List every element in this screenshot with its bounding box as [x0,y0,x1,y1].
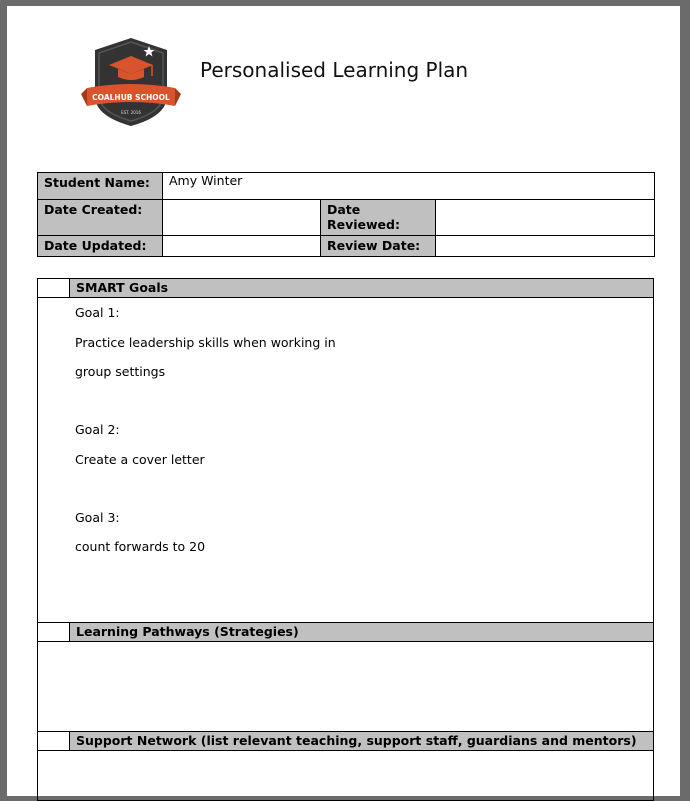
student-name-label: Student Name: [38,173,163,200]
review-date-label: Review Date: [321,236,436,257]
student-name-row [38,173,655,200]
logo-school-name: COALHUB SCHOOL [92,93,170,102]
learning-pathways-section [37,622,654,733]
goal-1-line-1: Practice leadership skills when working in [75,335,336,350]
goal-3-label: Goal 3: [75,510,120,525]
support-network-section [37,731,654,801]
date-updated-row [38,236,655,257]
review-date-value[interactable] [436,236,655,257]
section-marker-cell [38,279,70,297]
support-network-heading: Support Network (list relevant teaching, support staff, guardians and mentors) [70,732,653,750]
date-reviewed-value[interactable] [436,200,655,236]
goal-1-line-2: group settings [75,364,166,379]
smart-goals-content[interactable] [75,305,336,554]
section-marker-cell [38,623,70,641]
support-network-header [38,732,653,751]
date-created-row [38,200,655,236]
smart-goals-header [38,279,653,298]
date-reviewed-label: Date Reviewed: [321,200,436,236]
date-created-value[interactable] [163,200,321,236]
section-marker-cell [38,732,70,750]
school-logo [81,36,181,128]
document-page [7,6,680,796]
page-title: Personalised Learning Plan [200,58,469,82]
goal-2-label: Goal 2: [75,422,120,437]
student-name-value[interactable]: Amy Winter [163,173,655,200]
learning-pathways-heading: Learning Pathways (Strategies) [70,623,653,641]
learning-pathways-header [38,623,653,642]
goal-1-label: Goal 1: [75,305,120,320]
goal-3-line-1: count forwards to 20 [75,539,206,554]
student-info-table [37,172,655,257]
date-created-label: Date Created: [38,200,163,236]
date-updated-label: Date Updated: [38,236,163,257]
smart-goals-heading: SMART Goals [70,279,653,297]
date-updated-value[interactable] [163,236,321,257]
smart-goals-section [37,278,654,624]
logo-est-text: EST. 2016 [121,110,141,115]
goal-2-line-1: Create a cover letter [75,452,205,467]
